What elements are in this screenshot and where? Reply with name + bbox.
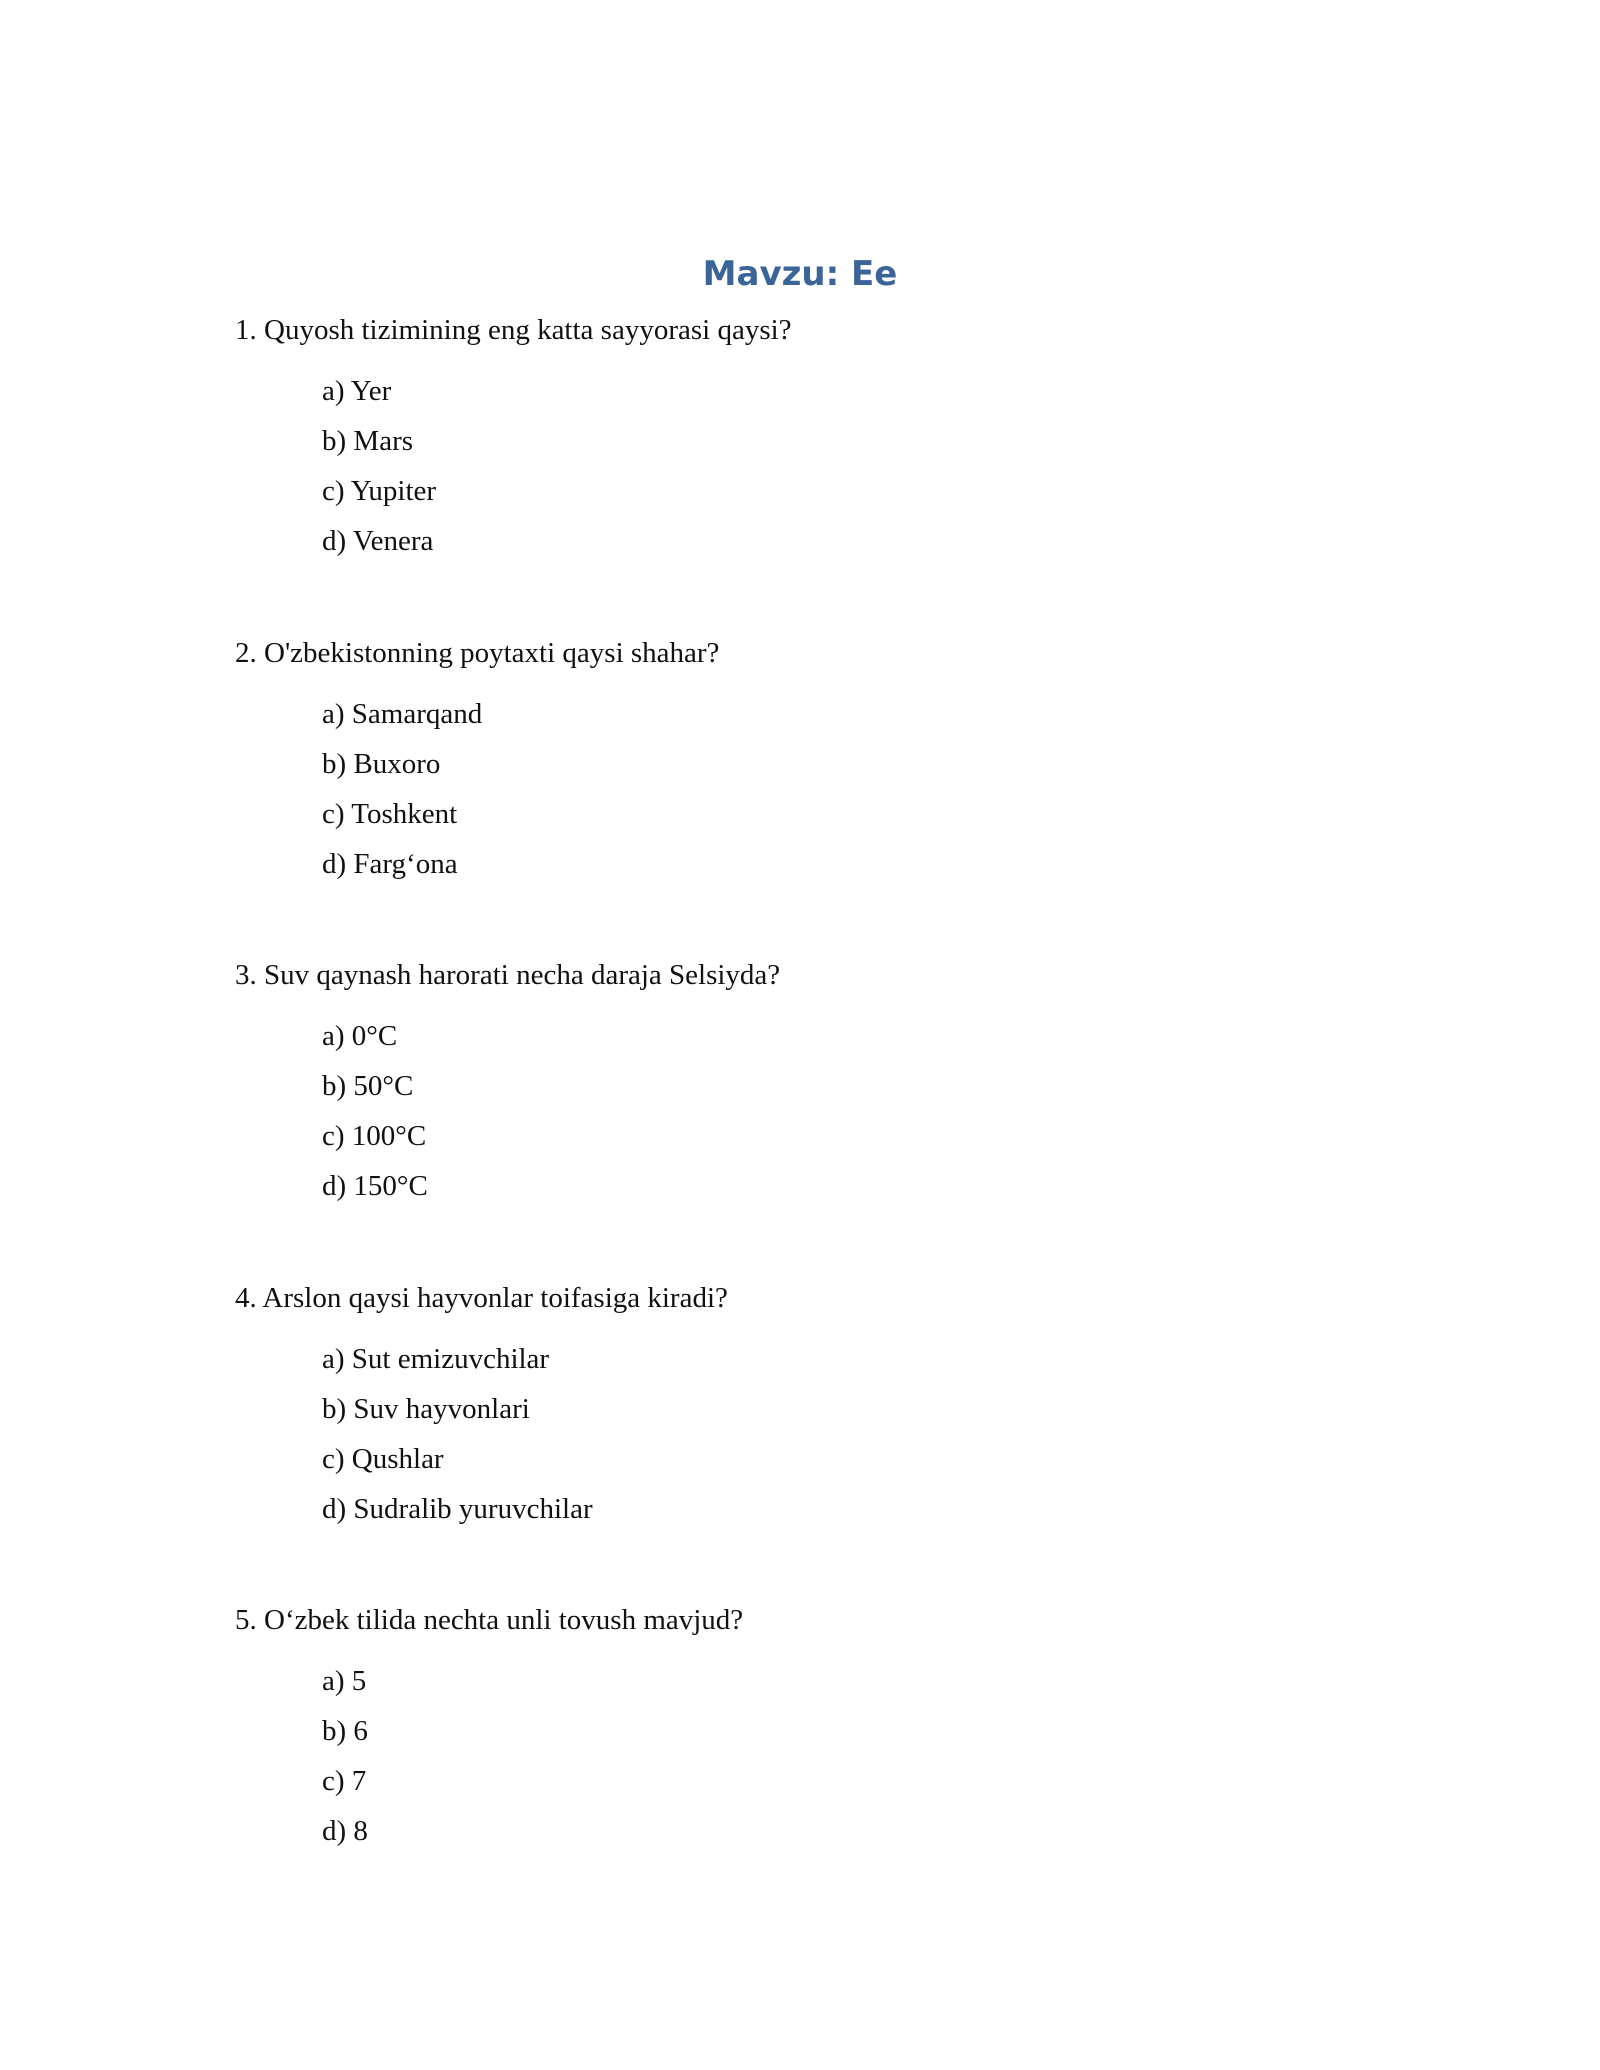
answer-options [322,1334,1435,1534]
question-block [235,955,1435,1211]
answer-option: b) 6 [322,1715,368,1747]
answer-option: a) Sut emizuvchilar [322,1343,550,1375]
answer-option: d) 8 [322,1815,368,1847]
answer-option: b) Suv hayvonlari [322,1393,530,1425]
question-text: 3. Suv qaynash harorati necha daraja Selsiyda? [235,959,781,991]
question-block [235,633,1435,889]
document-title: Mavzu: Ee [702,254,898,294]
answer-option: a) 0°C [322,1020,398,1052]
answer-options [322,689,1435,889]
answer-option: d) Venera [322,525,434,557]
answer-option: d) Sudralib yuruvchilar [322,1493,593,1525]
answer-option: a) Samarqand [322,698,483,730]
answer-option: c) 100°C [322,1120,427,1152]
answer-option: c) Qushlar [322,1443,444,1475]
answer-options [322,1656,1435,1856]
answer-options [322,366,1435,566]
question-text: 1. Quyosh tizimining eng katta sayyorasi qaysi? [235,314,792,346]
answer-option: c) 7 [322,1765,367,1797]
answer-option: d) 150°C [322,1170,428,1202]
answer-options [322,1011,1435,1211]
question-block [235,1600,1435,1856]
question-text: 5. O‘zbek tilida nechta unli tovush mavjud? [235,1604,744,1636]
question-text: 2. O'zbekistonning poytaxti qaysi shahar? [235,637,720,669]
question-text: 4. Arslon qaysi hayvonlar toifasiga kiradi? [235,1282,728,1314]
answer-option: b) Buxoro [322,748,441,780]
answer-option: b) 50°C [322,1070,414,1102]
answer-option: b) Mars [322,425,414,457]
answer-option: d) Farg‘ona [322,848,458,880]
answer-option: a) 5 [322,1665,367,1697]
answer-option: c) Yupiter [322,475,437,507]
question-block [235,310,1435,566]
answer-option: a) Yer [322,375,392,407]
question-block [235,1278,1435,1534]
answer-option: c) Toshkent [322,798,458,830]
